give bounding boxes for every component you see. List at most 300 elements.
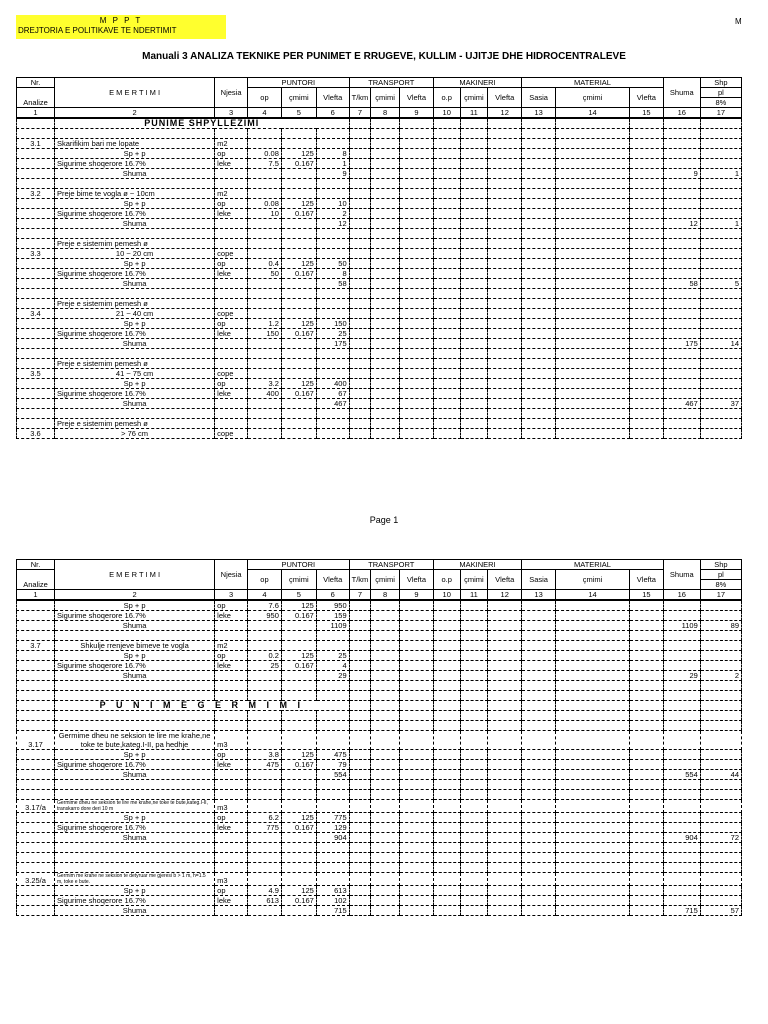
table-cell <box>522 906 556 916</box>
table-cell <box>522 139 556 149</box>
table-cell <box>522 750 556 760</box>
table-cell <box>556 269 630 279</box>
table-cell <box>522 129 556 139</box>
sum-value: 9 <box>316 169 349 179</box>
table-cell <box>17 711 55 721</box>
sum-label: Shuma <box>54 770 214 780</box>
table-cell <box>522 159 556 169</box>
table-cell <box>54 349 214 359</box>
table-cell <box>433 179 460 189</box>
col-number: 8 <box>371 108 400 119</box>
col-tkm: T/km <box>349 88 371 108</box>
col-nr: Nr. <box>17 560 55 570</box>
table-cell <box>281 770 316 780</box>
col-vlefta: Vlefta <box>629 88 663 108</box>
vlefta-value: 950 <box>316 600 349 611</box>
table-cell <box>17 790 55 800</box>
table-cell <box>17 631 55 641</box>
table-cell <box>399 691 433 701</box>
table-cell <box>399 349 433 359</box>
col-cmimi: çmimi <box>460 88 488 108</box>
sp-p-row <box>17 886 742 896</box>
table-cell <box>371 399 400 409</box>
col-number: 13 <box>522 108 556 119</box>
table-cell <box>399 621 433 631</box>
table-cell <box>399 229 433 239</box>
table-cell <box>316 631 349 641</box>
table-cell <box>17 823 55 833</box>
row-unit: leke <box>215 209 248 219</box>
table-cell <box>488 139 522 149</box>
table-cell <box>700 823 741 833</box>
sum-row <box>17 621 742 631</box>
row-description: 21 ~ 40 cm <box>54 309 214 319</box>
vlefta-value: 50 <box>316 259 349 269</box>
corner-letter: M <box>735 17 742 26</box>
col-number: 13 <box>522 590 556 601</box>
table-cell <box>522 823 556 833</box>
table-cell <box>663 269 700 279</box>
table-cell <box>700 269 741 279</box>
table-cell <box>629 873 663 886</box>
spacer-row <box>17 681 742 691</box>
table-cell <box>17 329 55 339</box>
table-cell <box>349 611 371 621</box>
col-op: o.p <box>433 570 460 590</box>
row-nr <box>17 239 55 249</box>
base-value: 613 <box>248 896 282 906</box>
table-cell <box>215 299 248 309</box>
table-cell <box>700 701 741 711</box>
table-cell <box>399 118 433 129</box>
table-cell <box>629 863 663 873</box>
table-cell <box>700 760 741 770</box>
col-number: 8 <box>371 590 400 601</box>
table-cell <box>629 159 663 169</box>
table-cell <box>663 259 700 269</box>
table-cell <box>349 149 371 159</box>
total-value: 1109 <box>663 621 700 631</box>
table-cell <box>629 259 663 269</box>
table-cell <box>371 289 400 299</box>
table-cell <box>663 129 700 139</box>
sum-label: Shuma <box>54 279 214 289</box>
table-cell <box>399 641 433 651</box>
sp-p-label: Sp + p <box>54 651 214 661</box>
vlefta-value: 4 <box>316 661 349 671</box>
table-cell <box>17 760 55 770</box>
table-cell <box>349 139 371 149</box>
vlefta-value: 475 <box>316 750 349 760</box>
price-value: 125 <box>281 149 316 159</box>
table-cell <box>215 721 248 731</box>
col-material: MATERIAL <box>522 560 664 570</box>
total-value: 12 <box>663 219 700 229</box>
table-cell <box>629 731 663 750</box>
table-cell <box>248 790 282 800</box>
table-cell <box>629 379 663 389</box>
col-number: 1 <box>17 590 55 601</box>
col-cmimi: çmimi <box>460 570 488 590</box>
table-cell <box>522 886 556 896</box>
table-cell <box>556 249 630 259</box>
row-unit: op <box>215 651 248 661</box>
table-cell <box>215 843 248 853</box>
table-cell <box>629 399 663 409</box>
base-value: 475 <box>248 760 282 770</box>
table-cell <box>663 379 700 389</box>
table-cell <box>663 600 700 611</box>
table-cell <box>460 711 488 721</box>
base-value: 25 <box>248 661 282 671</box>
table-cell <box>215 289 248 299</box>
spacer-row <box>17 129 742 139</box>
sum-value: 715 <box>316 906 349 916</box>
table-cell <box>399 770 433 780</box>
table-cell <box>17 209 55 219</box>
table-cell <box>433 886 460 896</box>
table-cell <box>700 199 741 209</box>
table-cell <box>399 389 433 399</box>
table-cell <box>629 631 663 641</box>
table-cell <box>700 600 741 611</box>
table-cell <box>556 823 630 833</box>
table-cell <box>281 219 316 229</box>
table-cell <box>629 149 663 159</box>
table-cell <box>349 906 371 916</box>
table-cell <box>399 409 433 419</box>
base-value: 10 <box>248 209 282 219</box>
insurance-row <box>17 661 742 671</box>
table-cell <box>663 118 700 129</box>
table-cell <box>629 319 663 329</box>
table-cell <box>700 813 741 823</box>
table-cell <box>460 279 488 289</box>
table-cell <box>433 419 460 429</box>
table-cell <box>433 299 460 309</box>
col-number: 12 <box>488 590 522 601</box>
item-desc-row <box>17 239 742 249</box>
op-value: 4.9 <box>248 886 282 896</box>
table-cell <box>433 118 460 129</box>
table-cell <box>371 721 400 731</box>
price-value: 125 <box>281 651 316 661</box>
table-cell <box>522 319 556 329</box>
section-row <box>17 701 742 711</box>
table-cell <box>460 611 488 621</box>
table-cell <box>629 289 663 299</box>
col-njesia: Njesia <box>215 78 248 108</box>
table-cell <box>215 169 248 179</box>
price-value: 125 <box>281 259 316 269</box>
spacer-row <box>17 721 742 731</box>
table-cell <box>629 189 663 199</box>
table-cell <box>700 179 741 189</box>
table-cell <box>663 289 700 299</box>
table-cell <box>371 896 400 906</box>
col-number: 7 <box>349 108 371 119</box>
table-cell <box>700 429 741 439</box>
table-cell <box>371 600 400 611</box>
table-cell <box>399 259 433 269</box>
table-cell <box>522 721 556 731</box>
price-value: 125 <box>281 750 316 760</box>
table-cell <box>629 691 663 701</box>
vlefta-value: 775 <box>316 813 349 823</box>
table-cell <box>522 289 556 299</box>
table-cell <box>700 349 741 359</box>
table-cell <box>663 863 700 873</box>
table-cell <box>629 833 663 843</box>
table-cell <box>17 169 55 179</box>
table-cell <box>399 863 433 873</box>
vlefta-value: 25 <box>316 329 349 339</box>
table-cell <box>316 419 349 429</box>
table-cell <box>488 429 522 439</box>
insurance-label: Sigurime shoqerore 16.7% <box>54 611 214 621</box>
table-cell <box>488 721 522 731</box>
table-cell <box>349 721 371 731</box>
table-cell <box>349 790 371 800</box>
table-cell <box>349 760 371 770</box>
table-cell <box>281 681 316 691</box>
table-cell <box>629 269 663 279</box>
col-vlefta: Vlefta <box>629 570 663 590</box>
table-cell <box>371 833 400 843</box>
table-cell <box>399 299 433 309</box>
table-cell <box>556 429 630 439</box>
insurance-row <box>17 329 742 339</box>
table-cell <box>488 399 522 409</box>
table-cell <box>433 209 460 219</box>
table-cell <box>54 853 214 863</box>
table-cell <box>556 701 630 711</box>
table-cell <box>522 671 556 681</box>
table-cell <box>215 399 248 409</box>
table-cell <box>399 651 433 661</box>
table-cell <box>17 339 55 349</box>
col-sasia: Sasia <box>522 570 556 590</box>
table-cell <box>522 691 556 701</box>
table-cell <box>349 843 371 853</box>
table-cell <box>556 339 630 349</box>
table-cell <box>629 409 663 419</box>
table-cell <box>433 906 460 916</box>
sum-label: Shuma <box>54 169 214 179</box>
col-makineri: MAKINERI <box>433 560 521 570</box>
table-cell <box>248 179 282 189</box>
table-cell <box>663 199 700 209</box>
col-op: op <box>248 570 282 590</box>
sum-value: 904 <box>316 833 349 843</box>
table-cell <box>433 349 460 359</box>
table-cell <box>556 219 630 229</box>
table-cell <box>522 169 556 179</box>
row-unit: op <box>215 319 248 329</box>
table-cell <box>460 229 488 239</box>
table-cell <box>349 189 371 199</box>
table-cell <box>556 731 630 750</box>
table-cell <box>522 149 556 159</box>
table-cell <box>281 833 316 843</box>
table-cell <box>522 279 556 289</box>
table-cell <box>371 671 400 681</box>
table-cell <box>371 760 400 770</box>
table-cell <box>371 229 400 239</box>
spacer-row <box>17 631 742 641</box>
table-cell <box>349 369 371 379</box>
sum-label: Shuma <box>54 621 214 631</box>
table-cell <box>700 139 741 149</box>
item-desc-row <box>17 299 742 309</box>
table-cell <box>556 671 630 681</box>
table-cell <box>281 843 316 853</box>
table-cell <box>488 863 522 873</box>
table-cell <box>460 419 488 429</box>
table-cell <box>433 661 460 671</box>
table-cell <box>556 711 630 721</box>
table-cell <box>700 843 741 853</box>
table-cell <box>371 843 400 853</box>
row-unit: m3 <box>215 873 248 886</box>
total-value: 467 <box>663 399 700 409</box>
table-cell <box>349 309 371 319</box>
total-value: 175 <box>663 339 700 349</box>
table-cell <box>700 149 741 159</box>
col-number: 15 <box>629 108 663 119</box>
table-cell <box>433 199 460 209</box>
table-cell <box>371 790 400 800</box>
table-cell <box>556 813 630 823</box>
col-number: 17 <box>700 108 741 119</box>
table-cell <box>349 409 371 419</box>
table-cell <box>349 621 371 631</box>
table-cell <box>700 863 741 873</box>
table-cell <box>663 359 700 369</box>
col-njesia: Njesia <box>215 560 248 590</box>
table-cell <box>488 179 522 189</box>
table-cell <box>399 319 433 329</box>
table-cell <box>215 671 248 681</box>
table-cell <box>700 661 741 671</box>
table-cell <box>488 219 522 229</box>
table-cell <box>17 279 55 289</box>
table-cell <box>522 661 556 671</box>
table-cell <box>371 853 400 863</box>
table-cell <box>700 800 741 813</box>
table-cell <box>663 249 700 259</box>
vlefta-value: 129 <box>316 823 349 833</box>
col-number: 5 <box>281 108 316 119</box>
table-cell <box>556 209 630 219</box>
table-cell <box>17 863 55 873</box>
item-head-row <box>17 249 742 259</box>
table-cell <box>17 843 55 853</box>
table-cell <box>460 631 488 641</box>
table-cell <box>215 359 248 369</box>
table-cell <box>629 249 663 259</box>
table-cell <box>488 896 522 906</box>
table-cell <box>700 379 741 389</box>
table-cell <box>316 863 349 873</box>
table-cell <box>522 259 556 269</box>
table-cell <box>433 711 460 721</box>
table-cell <box>460 429 488 439</box>
table-cell <box>433 239 460 249</box>
table-cell <box>281 279 316 289</box>
table-cell <box>460 269 488 279</box>
table-cell <box>663 209 700 219</box>
table-cell <box>700 329 741 339</box>
table-cell <box>522 329 556 339</box>
table-cell <box>663 721 700 731</box>
table-cell <box>700 259 741 269</box>
vlefta-value: 25 <box>316 651 349 661</box>
table-cell <box>522 339 556 349</box>
table-cell <box>556 721 630 731</box>
row-unit: leke <box>215 611 248 621</box>
table-cell <box>460 249 488 259</box>
row-unit: op <box>215 259 248 269</box>
page-title: Manuali 3 ANALIZA TEKNIKE PER PUNIMET E RRUGEVE, KULLIM - UJITJE DHE HIDROCENTRALEVE <box>142 51 626 62</box>
table-cell <box>488 843 522 853</box>
table-cell <box>488 701 522 711</box>
table-cell <box>556 359 630 369</box>
table-cell <box>460 179 488 189</box>
table-cell <box>700 159 741 169</box>
table-cell <box>316 229 349 239</box>
table-cell <box>629 329 663 339</box>
table-cell <box>460 209 488 219</box>
table-cell <box>522 299 556 309</box>
table-cell <box>281 239 316 249</box>
row-unit: m3 <box>215 731 248 750</box>
table-cell <box>349 853 371 863</box>
table-cell <box>522 369 556 379</box>
col-number: 10 <box>433 108 460 119</box>
table-cell <box>371 339 400 349</box>
sp-p-label: Sp + p <box>54 149 214 159</box>
row-nr: 3.2 <box>17 189 55 199</box>
table-cell <box>281 339 316 349</box>
table-cell <box>556 863 630 873</box>
table-cell <box>488 409 522 419</box>
table-cell <box>663 409 700 419</box>
table-cell <box>663 429 700 439</box>
table-cell <box>556 299 630 309</box>
col-shp-pl: pl <box>700 570 741 580</box>
row-unit: op <box>215 600 248 611</box>
table-cell <box>488 149 522 159</box>
table-cell <box>349 229 371 239</box>
sp-p-row <box>17 199 742 209</box>
table-cell <box>54 721 214 731</box>
table-cell <box>316 309 349 319</box>
table-cell <box>488 319 522 329</box>
table-cell <box>316 409 349 419</box>
table-cell <box>460 299 488 309</box>
table-cell <box>663 631 700 641</box>
table-cell <box>54 780 214 790</box>
vlefta-value: 10 <box>316 199 349 209</box>
total-value: 9 <box>663 169 700 179</box>
table-cell <box>700 299 741 309</box>
table-cell <box>433 339 460 349</box>
table-cell <box>349 389 371 399</box>
table-cell <box>522 873 556 886</box>
table-cell <box>371 731 400 750</box>
table-cell <box>556 800 630 813</box>
